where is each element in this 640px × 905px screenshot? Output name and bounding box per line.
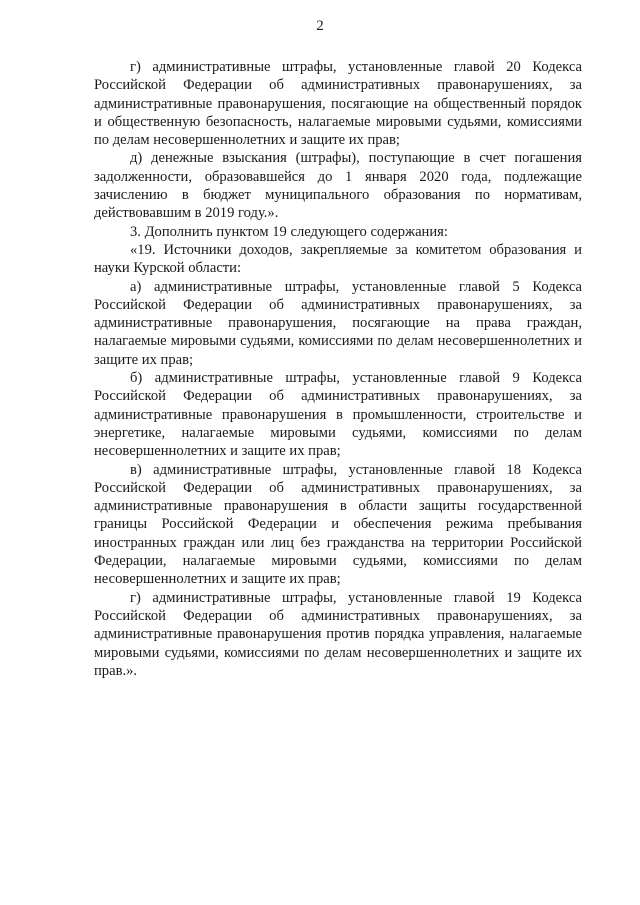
paragraph-item-g-chapter-20: г) административные штрафы, установленные главой 20 Кодекса Российской Федерации об административных правонарушениях, за административные правонарушения, посягающие на общественный порядок и общественную безопасность, налагаемые мировыми судьями, комиссиями по делам несовершеннолетних и защите их прав;	[94, 59, 582, 149]
paragraph-item-d-monetary-penalties: д) денежные взыскания (штрафы), поступающие в счет погашения задолженности, образовавшейся до 1 января 2020 года, подлежащие зачислению в бюджет муниципального образования по нормативам, действовавшим в 2019 году.».	[94, 150, 582, 222]
paragraph-item-b-chapter-9: б) административные штрафы, установленные главой 9 Кодекса Российской Федерации об административных правонарушениях, за административные правонарушения в промышленности, строительстве и энергетике, налагаемые мировыми судьями, комиссиями по делам несовершеннолетних и защите их прав;	[94, 370, 582, 460]
paragraph-item-v-chapter-18: в) административные штрафы, установленные главой 18 Кодекса Российской Федерации об административных правонарушениях, за административные правонарушения в области защиты государственной границы Российской Федерации и обеспечения режима пребывания иностранных граждан или лиц без гражданства на территории Российской Федерации, налагаемые мировыми судьями, комиссиями по делам несовершеннолетних и защите их прав;	[94, 461, 582, 588]
paragraph-amendment-3: 3. Дополнить пунктом 19 следующего содержания:	[130, 223, 448, 240]
paragraph-item-a-chapter-5: а) административные штрафы, установленные главой 5 Кодекса Российской Федерации об административных правонарушениях, за административные правонарушения, посягающие на права граждан, налагаемые мировыми судьями, комиссиями по делам несовершеннолетних и защите их прав;	[94, 278, 582, 368]
paragraph-item-g-chapter-19: г) административные штрафы, установленные главой 19 Кодекса Российской Федерации об административных правонарушениях, за административные правонарушения против порядка управления, налагаемые мировыми судьями, комиссиями по делам несовершеннолетних и защите их прав.».	[94, 589, 582, 679]
paragraph-point-19-intro: «19. Источники доходов, закрепляемые за комитетом образования и науки Курской области:	[94, 241, 582, 277]
page-number: 2	[316, 18, 324, 34]
document-body	[94, 58, 582, 680]
